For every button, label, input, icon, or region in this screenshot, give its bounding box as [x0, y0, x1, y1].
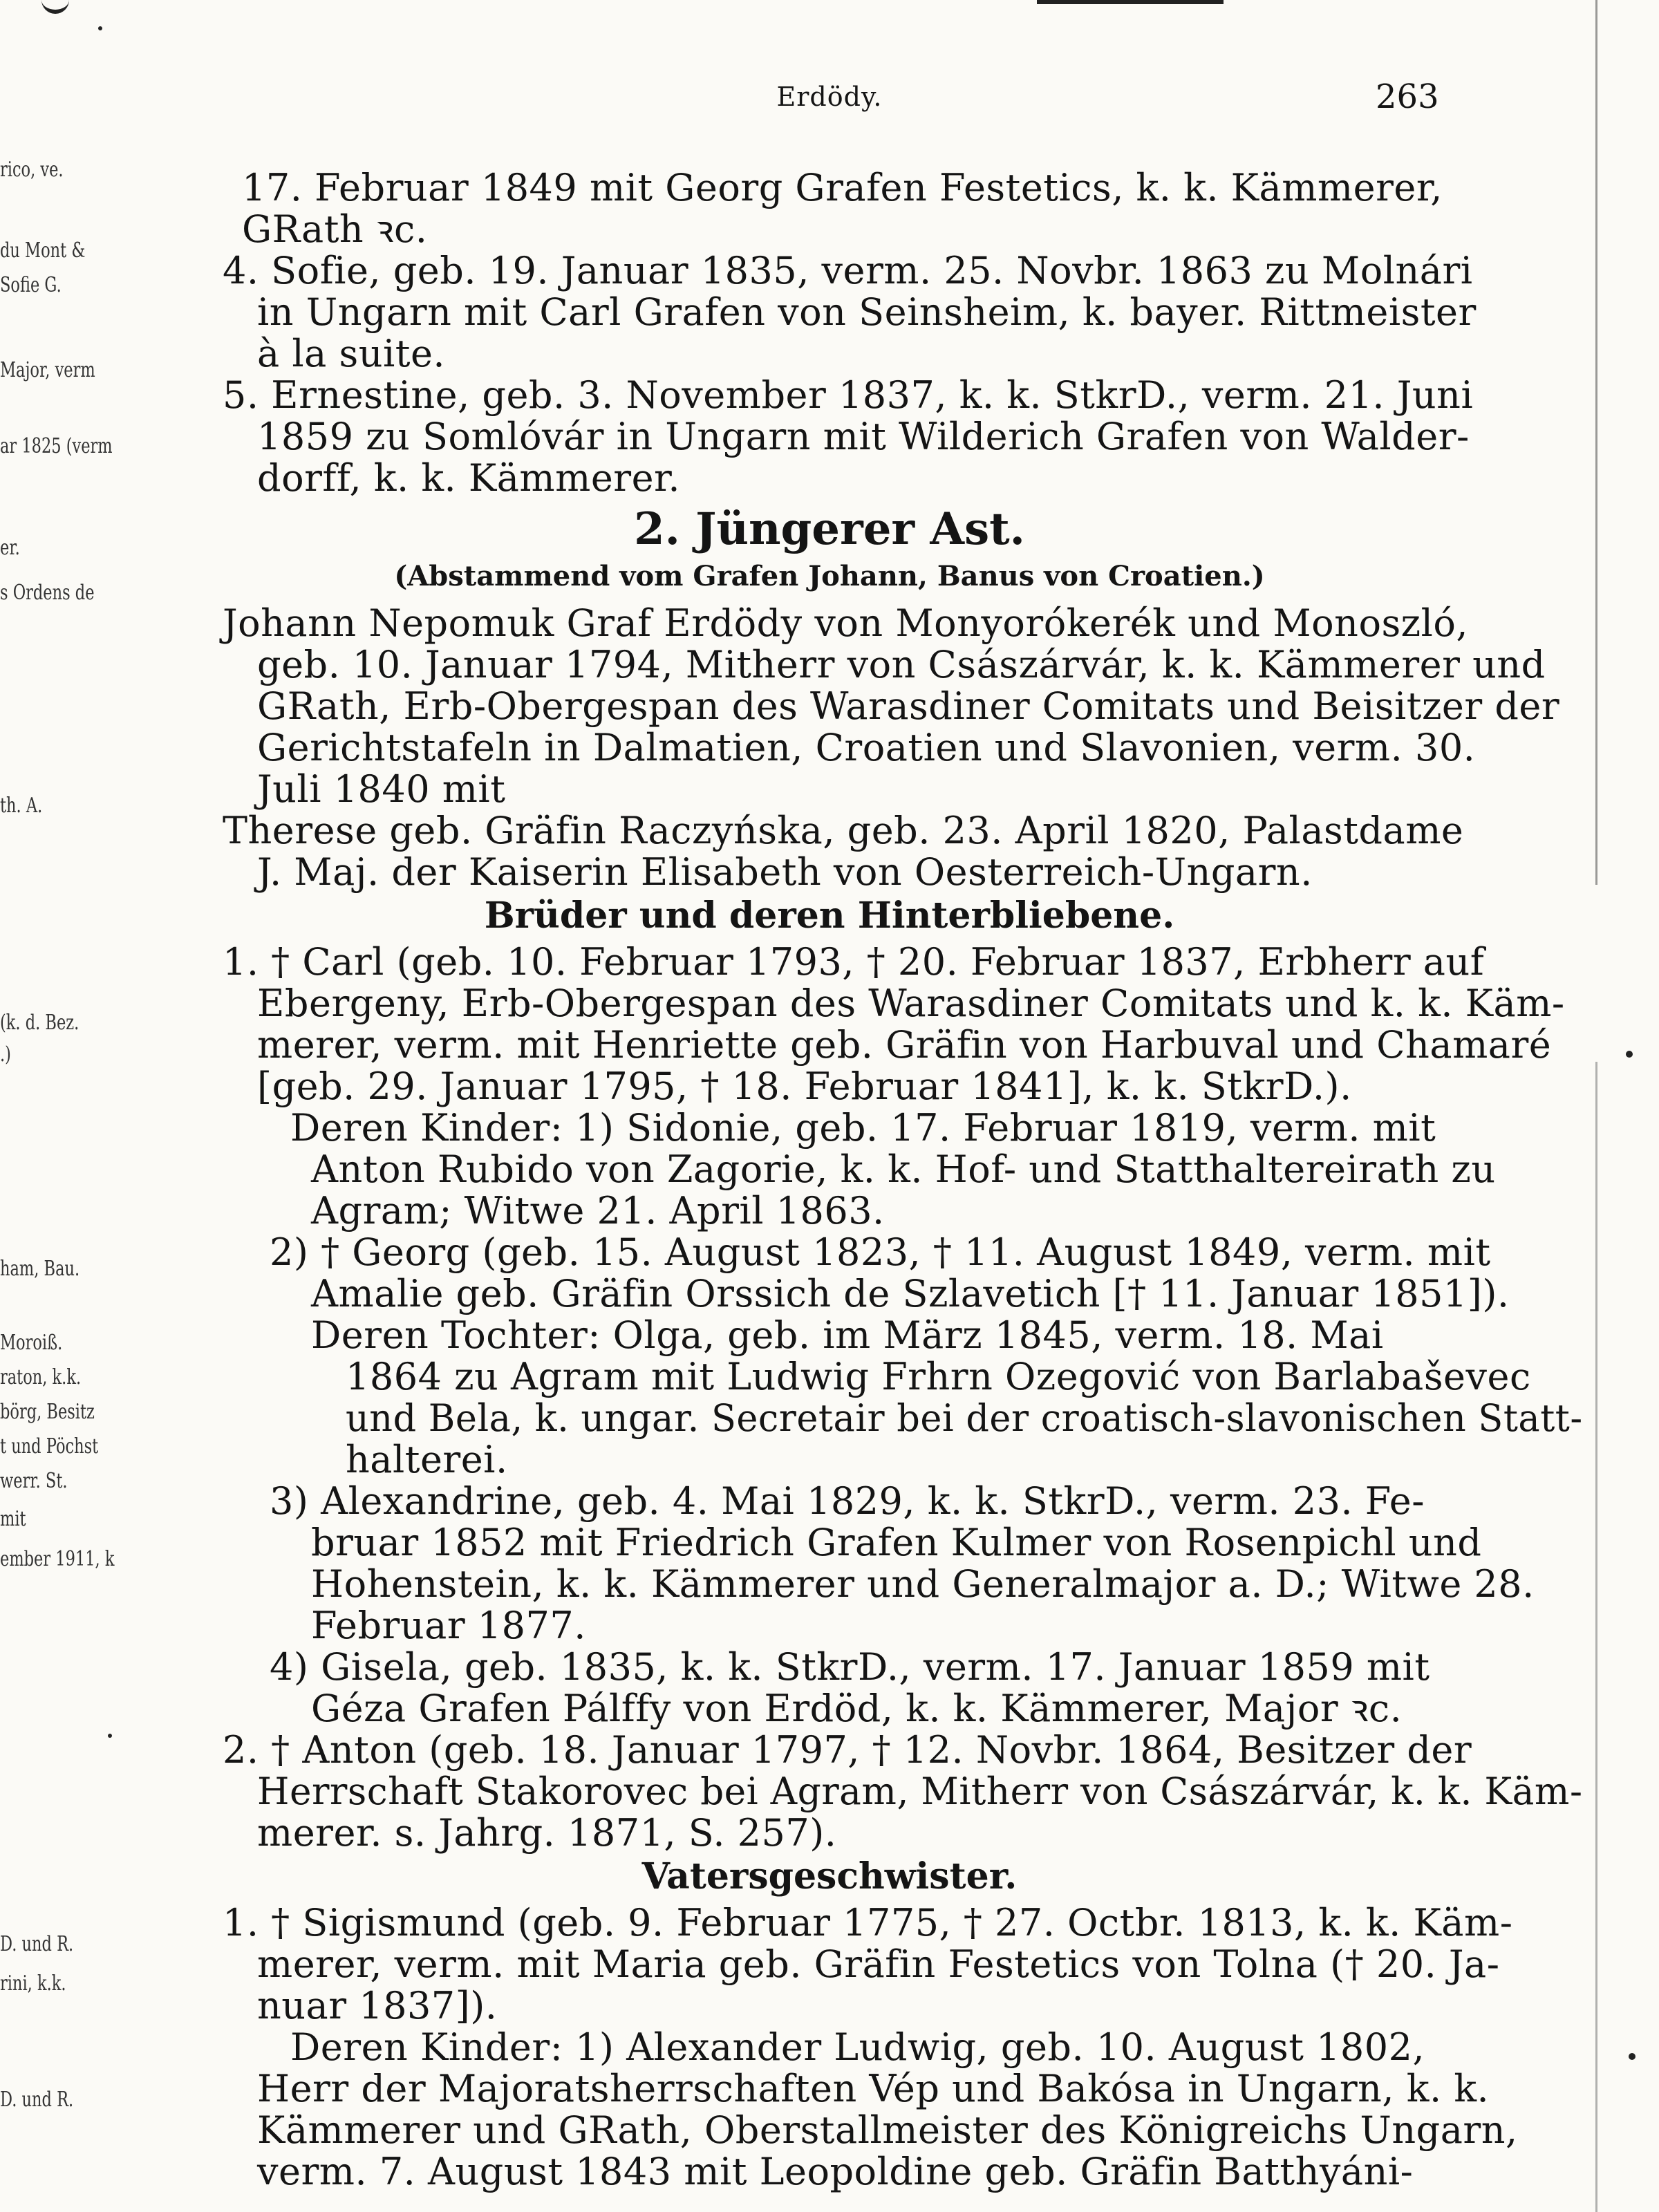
text-line: Agram; Witwe 21. April 1863. — [311, 1189, 885, 1232]
edge-dot — [1626, 1051, 1633, 1058]
margin-fragment: rico, ve. — [0, 158, 64, 182]
text-line: verm. 7. August 1843 mit Leopoldine geb. Gräfin Batthyáni- — [257, 2150, 1414, 2193]
margin-fragment: s Ordens de — [0, 581, 95, 605]
text-line: geb. 10. Januar 1794, Mitherr von Császárvár, k. k. Kämmerer und — [257, 643, 1546, 686]
text-line: Ebergeny, Erb-Obergespan des Warasdiner Comitats und k. k. Käm- — [257, 982, 1565, 1025]
text-line: 5. Ernestine, geb. 3. November 1837, k. k. StkrD., verm. 21. Juni — [223, 373, 1474, 417]
text-line: Februar 1877. — [311, 1604, 586, 1647]
margin-fragment: .) — [0, 1042, 11, 1067]
text-line: bruar 1852 mit Friedrich Grafen Kulmer von Rosenpichl und — [311, 1521, 1482, 1564]
text-line: 2) † Georg (geb. 15. August 1823, † 11. August 1849, verm. mit — [270, 1230, 1491, 1274]
margin-fragment: th. A. — [0, 794, 43, 818]
text-line: Amalie geb. Gräfin Orssich de Szlavetich [† 11. Januar 1851]). — [311, 1272, 1510, 1315]
margin-fragment: er. — [0, 536, 20, 560]
text-line: Juli 1840 mit — [257, 767, 506, 811]
margin-fragment: werr. St. — [0, 1469, 68, 1493]
text-line: Herrschaft Stakorovec bei Agram, Mitherr von Császárvár, k. k. Käm- — [257, 1770, 1583, 1813]
text-line: Therese geb. Gräfin Raczyńska, geb. 23. April 1820, Palastdame — [223, 809, 1464, 852]
margin-fragment: mit — [0, 1507, 26, 1531]
text-line: merer. s. Jahrg. 1871, S. 257). — [257, 1811, 837, 1855]
margin-fragment: ar 1825 (verm — [0, 434, 113, 458]
text-line: Deren Kinder: 1) Sidonie, geb. 17. Februar 1819, verm. mit — [290, 1106, 1436, 1150]
text-line: [geb. 29. Januar 1795, † 18. Februar 1841], k. k. StkrD.). — [257, 1065, 1352, 1108]
text-line: 17. Februar 1849 mit Georg Grafen Festetics, k. k. Kämmerer, — [242, 166, 1443, 209]
section-heading: 2. Jüngerer Ast. — [634, 503, 1025, 555]
margin-fragment: Major, verm — [0, 358, 95, 382]
text-line: Kämmerer und GRath, Oberstallmeister des Königreichs Ungarn, — [257, 2108, 1518, 2152]
text-line: in Ungarn mit Carl Grafen von Seinsheim, k. bayer. Rittmeister — [257, 290, 1477, 334]
text-line: Johann Nepomuk Graf Erdödy von Monyorókerék und Monoszló, — [223, 601, 1469, 645]
margin-fragment: du Mont & — [0, 238, 86, 263]
text-line: halterei. — [346, 1438, 508, 1481]
text-line: Géza Grafen Pálffy von Erdöd, k. k. Kämmerer, Major ꝛc. — [311, 1687, 1403, 1730]
margin-fragment: (k. d. Bez. — [0, 1011, 79, 1035]
text-line: GRath, Erb-Obergespan des Warasdiner Comitats und Beisitzer der — [257, 684, 1560, 728]
text-line: Gerichtstafeln in Dalmatien, Croatien und Slavonien, verm. 30. — [257, 726, 1476, 769]
text-line: Hohenstein, k. k. Kämmerer und Generalmajor a. D.; Witwe 28. — [311, 1562, 1535, 1606]
text-line: 1. † Sigismund (geb. 9. Februar 1775, † 27. Octbr. 1813, k. k. Käm- — [223, 1901, 1513, 1944]
text-line: 1864 zu Agram mit Ludwig Frhrn Ozegović von Barlabaševec — [346, 1355, 1531, 1398]
text-line: merer, verm. mit Maria geb. Gräfin Festetics von Tolna († 20. Ja- — [257, 1942, 1500, 1986]
text-line: 1859 zu Somlóvár in Ungarn mit Wilderich Grafen von Walder- — [257, 415, 1470, 458]
margin-fragment: rini, k.k. — [0, 1971, 66, 1996]
text-line: à la suite. — [257, 332, 446, 375]
text-line: 2. † Anton (geb. 18. Januar 1797, † 12. Novbr. 1864, Besitzer der — [223, 1728, 1472, 1772]
edge-dot — [1629, 2053, 1635, 2060]
text-line: GRath ꝛc. — [242, 207, 428, 251]
top-rule-fragment — [1037, 0, 1224, 4]
text-line: Herr der Majoratsherrschaften Vép und Bakósa in Ungarn, k. k. — [257, 2067, 1490, 2110]
text-line: Deren Kinder: 1) Alexander Ludwig, geb. 10. August 1802, — [290, 2025, 1425, 2069]
text-line: Anton Rubido von Zagorie, k. k. Hof- und Statthaltereirath zu — [311, 1147, 1496, 1191]
text-line: nuar 1837]). — [257, 1984, 498, 2027]
section-heading: Vatersgeschwister. — [641, 1855, 1018, 1897]
margin-fragment: D. und R. — [0, 2088, 74, 2112]
text-line: 4. Sofie, geb. 19. Januar 1835, verm. 25. Novbr. 1863 zu Molnári — [223, 249, 1473, 292]
page-number: 263 — [1376, 77, 1439, 116]
text-line: Deren Tochter: Olga, geb. im März 1845, verm. 18. Mai — [311, 1313, 1384, 1357]
text-line: 1. † Carl (geb. 10. Februar 1793, † 20. Februar 1837, Erbherr auf — [223, 940, 1485, 984]
margin-fragment: t und Pöchst — [0, 1434, 99, 1459]
margin-fragment: börg, Besitz — [0, 1400, 95, 1424]
section-subheading: (Abstammend vom Grafen Johann, Banus von Croatien.) — [394, 560, 1265, 592]
text-line: J. Maj. der Kaiserin Elisabeth von Oesterreich-Ungarn. — [257, 850, 1313, 894]
margin-fragment: raton, k.k. — [0, 1365, 82, 1389]
edge-dot — [108, 1734, 112, 1738]
margin-fragment: ember 1911, k — [0, 1547, 115, 1571]
section-heading: Brüder und deren Hinterbliebene. — [484, 894, 1175, 937]
text-line: dorff, k. k. Kämmerer. — [257, 456, 681, 500]
text-line: 3) Alexandrine, geb. 4. Mai 1829, k. k. StkrD., verm. 23. Fe- — [270, 1479, 1425, 1523]
text-line: 4) Gisela, geb. 1835, k. k. StkrD., verm. 17. Januar 1859 mit — [270, 1645, 1430, 1689]
margin-fragment: Moroiß. — [0, 1331, 63, 1355]
margin-fragment: Sofie G. — [0, 273, 62, 297]
margin-fragment: ham, Bau. — [0, 1257, 80, 1281]
running-head: Erdödy. — [776, 82, 883, 112]
text-line: merer, verm. mit Henriette geb. Gräfin von Harbuval und Chamaré — [257, 1023, 1552, 1067]
margin-fragment: D. und R. — [0, 1932, 74, 1956]
text-line: und Bela, k. ungar. Secretair bei der croatisch-slavonischen Statt- — [346, 1396, 1583, 1440]
